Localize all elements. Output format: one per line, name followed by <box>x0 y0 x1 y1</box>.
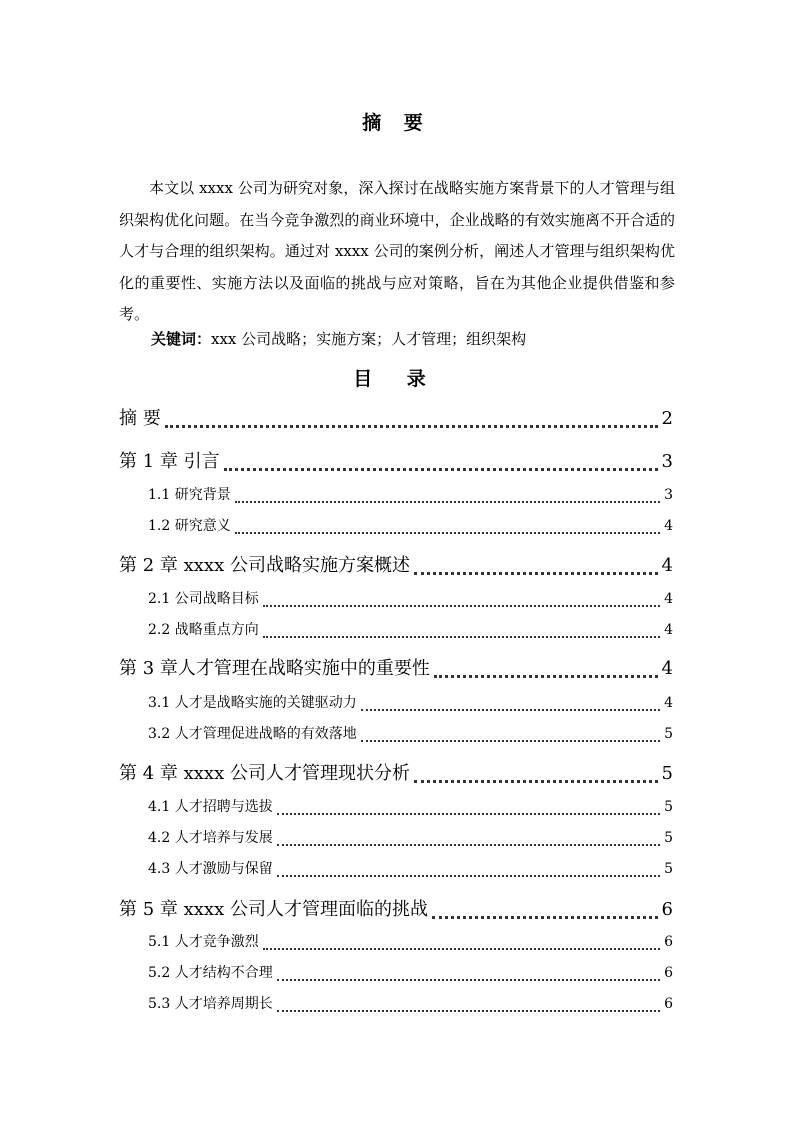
keywords-label: 关键词： <box>151 330 212 348</box>
toc-entry-title: 1.2 研究意义 <box>148 518 231 534</box>
toc-entry-title: 2.2 战略重点方向 <box>148 622 259 638</box>
toc-entry-section[interactable] <box>148 931 673 957</box>
toc-entry-title: 第 1 章 引言 <box>119 451 220 472</box>
toc-entry-page: 4 <box>661 555 673 576</box>
toc-entry-section[interactable] <box>148 858 673 884</box>
toc-leader-dots <box>414 572 658 575</box>
toc-entry-page: 4 <box>664 622 673 638</box>
toc-entry-page: 6 <box>664 934 673 950</box>
toc-leader-dots <box>414 780 658 783</box>
toc-entry-page: 6 <box>664 965 673 981</box>
toc-entry-title: 5.2 人才结构不合理 <box>148 965 273 981</box>
toc-entry-section[interactable] <box>148 588 673 614</box>
toc-leader-dots <box>165 425 658 428</box>
toc-entry-section[interactable] <box>148 484 673 510</box>
toc-entry-title: 第 4 章 xxxx 公司人才管理现状分析 <box>119 763 410 784</box>
toc-entry-section[interactable] <box>148 619 673 645</box>
toc-leader-dots <box>235 532 660 534</box>
toc-entry-page: 4 <box>664 695 673 711</box>
keywords-text: xxx 公司战略；实施方案；人才管理；组织架构 <box>211 330 527 348</box>
toc-entry-title: 1.1 研究背景 <box>148 487 231 503</box>
toc-entry-page: 5 <box>664 799 673 815</box>
toc-entry-section[interactable] <box>148 515 673 541</box>
toc-entry-title: 4.1 人才招聘与选拔 <box>148 799 273 815</box>
toc-entry-page: 4 <box>664 518 673 534</box>
toc-leader-dots <box>263 636 660 638</box>
toc-entry-chapter[interactable] <box>119 551 673 581</box>
toc-entry-section[interactable] <box>148 692 673 718</box>
abstract-body: 本文以 xxxx 公司为研究对象，深入探讨在战略实施方案背景下的人才管理与组织架构优化问题。在当今竞争激烈的商业环境中，企业战略的有效实施离不开合适的人才与合理的组织架构。通过对 xxxx 公司的案例分析，阐述人才管理与组织架构优化的重要性、实施方法以及面临的挑战与应对策略，旨在为其他企业提供借鉴和参考。 <box>119 179 675 323</box>
toc-leader-dots <box>361 740 660 742</box>
toc-entry-title: 3.2 人才管理促进战略的有效落地 <box>148 726 357 742</box>
toc-entry-page: 2 <box>661 408 673 429</box>
toc-leader-dots <box>277 1010 660 1012</box>
toc-leader-dots <box>277 844 660 846</box>
toc-leader-dots <box>277 875 660 877</box>
toc-entry-section[interactable] <box>148 993 673 1019</box>
toc-leader-dots <box>277 979 660 981</box>
toc-entry-page: 5 <box>664 726 673 742</box>
toc-entry-page: 6 <box>661 899 673 920</box>
toc-entry-section[interactable] <box>148 723 673 749</box>
toc-entry-section[interactable] <box>148 962 673 988</box>
toc-entry-chapter[interactable] <box>119 404 673 434</box>
toc-entry-page: 4 <box>661 658 673 679</box>
toc-entry-title: 4.2 人才培养与发展 <box>148 830 273 846</box>
toc-entry-page: 5 <box>661 763 673 784</box>
toc-entry-section[interactable] <box>148 796 673 822</box>
toc-entry-title: 第 3 章人才管理在战略实施中的重要性 <box>119 658 430 679</box>
keywords-line <box>151 327 526 351</box>
toc-entry-title: 5.1 人才竞争激烈 <box>148 934 259 950</box>
toc-leader-dots <box>235 501 660 503</box>
toc-leader-dots <box>434 675 658 678</box>
toc-entry-chapter[interactable] <box>119 759 673 789</box>
toc-entry-title: 第 2 章 xxxx 公司战略实施方案概述 <box>119 555 410 576</box>
toc-entry-page: 4 <box>664 591 673 607</box>
toc-entry-title: 4.3 人才激励与保留 <box>148 861 273 877</box>
toc-title: 目 录 <box>353 368 440 390</box>
toc-leader-dots <box>263 605 660 607</box>
toc-entry-page: 5 <box>664 830 673 846</box>
toc-entry-page: 6 <box>664 996 673 1012</box>
toc-entry-title: 5.3 人才培养周期长 <box>148 996 273 1012</box>
toc-entry-title: 摘 要 <box>119 408 161 429</box>
toc-entry-chapter[interactable] <box>119 447 673 477</box>
toc-leader-dots <box>224 468 658 471</box>
toc-entry-title: 2.1 公司战略目标 <box>148 591 259 607</box>
toc-entry-section[interactable] <box>148 827 673 853</box>
toc-entry-chapter[interactable] <box>119 654 673 684</box>
toc-entry-title: 第 5 章 xxxx 公司人才管理面临的挑战 <box>119 899 428 920</box>
toc-leader-dots <box>361 709 660 711</box>
toc-entry-title: 3.1 人才是战略实施的关键驱动力 <box>148 695 357 711</box>
toc-leader-dots <box>432 916 658 919</box>
toc-leader-dots <box>277 813 660 815</box>
toc-entry-page: 3 <box>661 451 673 472</box>
toc-entry-chapter[interactable] <box>119 895 673 925</box>
toc-entry-page: 5 <box>664 861 673 877</box>
toc-leader-dots <box>263 948 660 950</box>
toc-entry-page: 3 <box>664 487 673 503</box>
abstract-title: 摘 要 <box>362 112 431 134</box>
